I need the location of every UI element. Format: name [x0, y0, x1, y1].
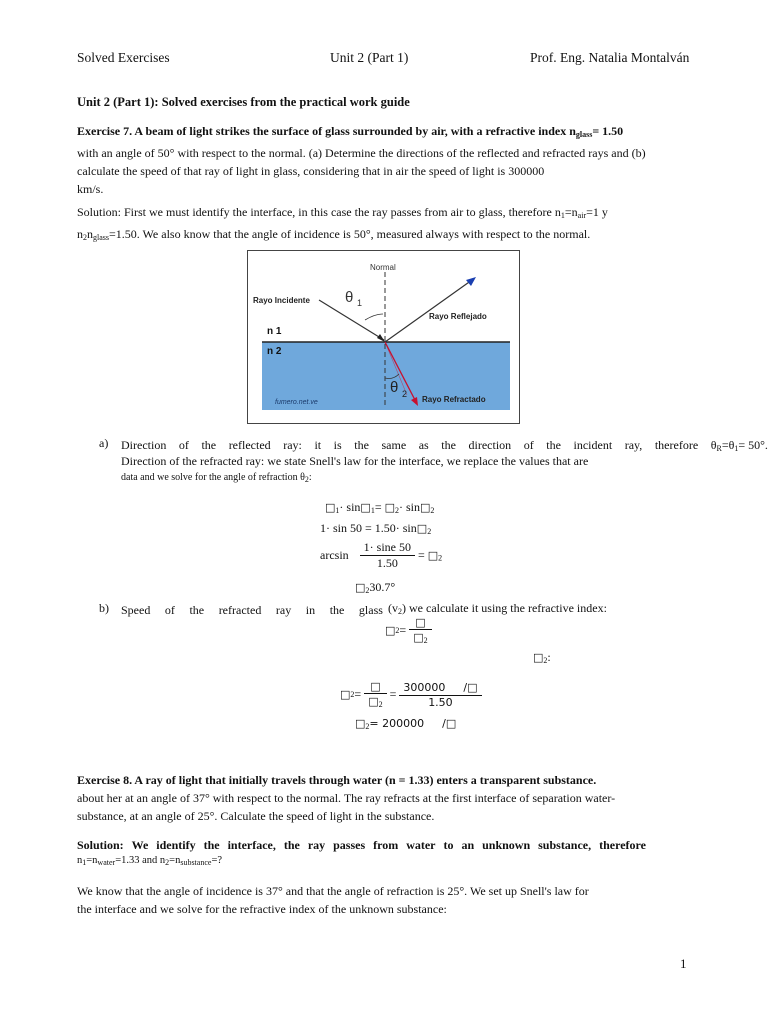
- label-n2: n 2: [267, 346, 282, 357]
- part-b-marker: b): [99, 601, 109, 615]
- exercise-7-line2: with an angle of 50° with respect to the normal. (a) Determine the directions of the reflected and refracted rays and (b): [77, 146, 646, 160]
- exercise-7-line4: km/s.: [77, 182, 104, 196]
- figure-credit: fumero.net.ve: [275, 399, 318, 406]
- closing-line2: the interface and we solve for the refractive index of the unknown substance:: [77, 902, 447, 916]
- label-normal: Normal: [370, 263, 396, 272]
- part-b-line1: Speed of the refracted ray in the glass: [121, 603, 383, 617]
- solution-8-line1: Solution: We identify the interface, the ray passes from water to an unknown substance, therefore: [77, 838, 646, 852]
- equation-substituted: $1\cdot \sin 50 = 1.50\cdot \sin□_2$: [320, 521, 432, 536]
- solution-7-line1: Solution: First we must identify the interface, in this case the ray passes from air to glass, therefore $n_1=n_{air}=1$ y: [77, 205, 608, 220]
- solution-7-line2: $n_2n_{glass}=1.50$. We also know that the angle of incidence is 50°, measured always with respect to the normal.: [77, 227, 591, 242]
- exercise-8-line3: substance, at an angle of 25°. Calculate the speed of light in the substance.: [77, 809, 435, 823]
- equation-snell: $□_1\cdot$ $\sin□_1=$ $□_2\cdot$ $\sin□_2$: [325, 500, 435, 515]
- equation-arcsin: arcsin $\frac{1\cdot \sin e 50}{1.50}$ = $□_2$: [320, 540, 443, 570]
- label-refracted: Rayo Refractado: [422, 395, 486, 404]
- label-n1: n 1: [267, 326, 282, 337]
- exercise-8-head: Exercise 8. A ray of light that initially travels through water (n = 1.33) enters a transparent substance.: [77, 773, 597, 787]
- page-number: 1: [680, 956, 687, 971]
- equation-v2-colon: $□_2$:: [533, 650, 551, 665]
- exercise-7: [77, 122, 692, 198]
- exercise-8: [77, 771, 692, 825]
- page-title: Unit 2 (Part 1): Solved exercises from the practical work guide: [77, 95, 410, 109]
- exercise-8-line2: about her at an angle of 37° with respect to the normal. The ray refracts at the first interface of separation water-: [77, 791, 616, 805]
- exercise-7-head: Exercise 7. A beam of light strikes the surface of glass surrounded by air, with a refractive index $n_{glass}= 1.50$: [77, 124, 624, 139]
- equation-speed-formula: □2= $\frac{□}{□_2}$: [385, 616, 432, 645]
- part-a-line2: Direction of the refracted ray: we state Snell's law for the interface, we replace the values that are: [121, 454, 589, 468]
- label-reflected: Rayo Reflejado: [429, 312, 487, 321]
- solution-7: [77, 203, 692, 247]
- label-incident: Rayo Incidente: [253, 296, 310, 305]
- part-a-marker: a): [99, 436, 109, 450]
- refraction-figure: [247, 250, 520, 424]
- part-b-tail: $(v_2)$ we calculate it using the refractive index:: [388, 601, 607, 616]
- solution-8-line2: $n_1=n_{water}=1.33$ and $n_2=n_{substance}=$?: [77, 855, 223, 867]
- label-theta-1-sub: 1: [357, 298, 363, 308]
- exercise-7-line3: calculate the speed of that ray of light in glass, considering that in air the speed of light is 300000: [77, 164, 545, 178]
- part-a-line1: Direction of the reflected ray: it is the same as the direction of the incident ray, therefore $\theta_R=\theta_1= 50^\circ$.: [121, 438, 768, 453]
- equation-speed-result: $□_2= 200000$ /□: [355, 717, 457, 731]
- equation-result-angle: $□_230.7^\circ$: [355, 580, 396, 595]
- label-theta-2: θ: [390, 379, 399, 396]
- header-center: Unit 2 (Part 1): [330, 50, 409, 65]
- closing-paragraph: [77, 882, 692, 918]
- header-right: Prof. Eng. Natalia Montalván: [530, 50, 690, 65]
- label-theta-1: θ: [345, 289, 354, 306]
- part-a-line3: data and we solve for the angle of refraction $\theta_2$:: [121, 472, 312, 484]
- equation-speed-substituted: □2= $\frac{□}{□_2}$ = $\frac{300000 /□}{1.50}$: [340, 680, 482, 709]
- header-left: Solved Exercises: [77, 50, 170, 65]
- closing-line1: We know that the angle of incidence is 37° and that the angle of refraction is 25°. We set up Snell's law for: [77, 884, 589, 898]
- label-theta-2-sub: 2: [402, 389, 408, 399]
